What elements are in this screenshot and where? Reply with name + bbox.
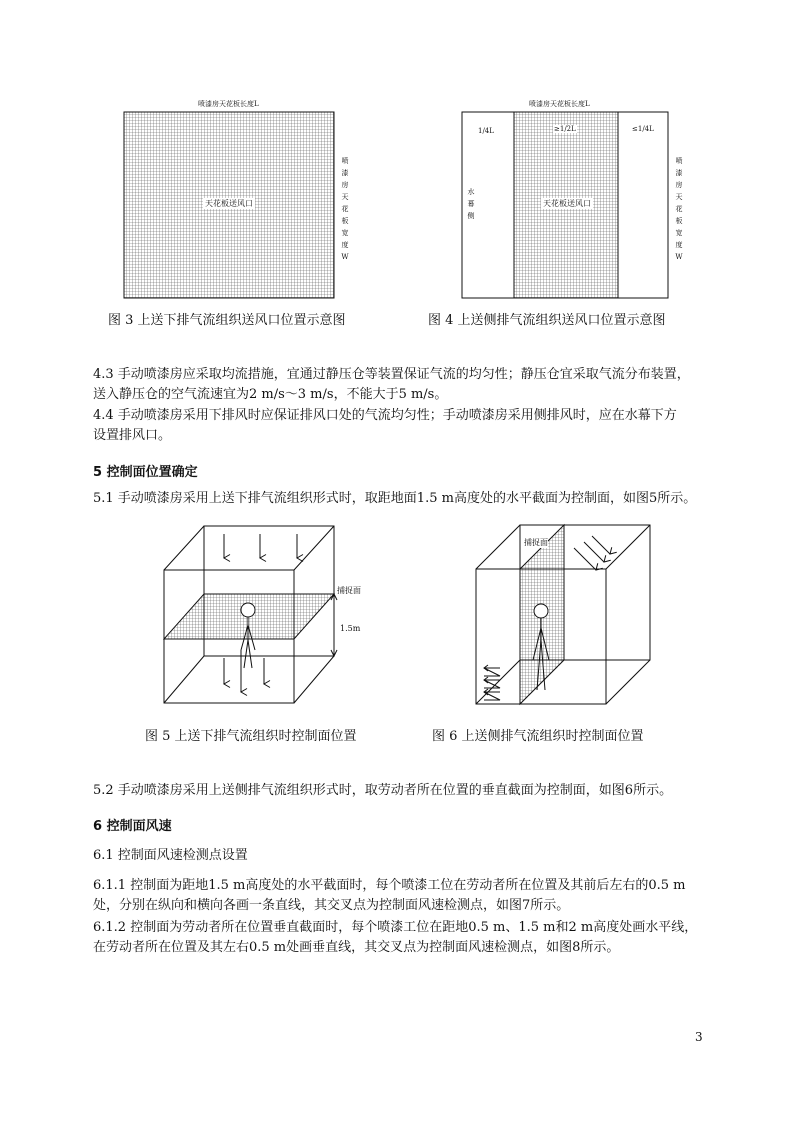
para-4-3-line1: 4.3 手动喷漆房应采取均流措施，宜通过静压仓等装置保证气流的均匀性；静压仓宜采取气流分布装置， xyxy=(93,367,690,382)
para-6-1-1-line1: 6.1.1 控制面为距地1.5 m高度处的水平截面时，每个喷漆工位在劳动者所在位置及其前后左右的0.5 m xyxy=(93,878,686,893)
fig3-supply-label: 天花板送风口 xyxy=(205,199,253,208)
para-4-4-line2: 设置排风口。 xyxy=(93,428,172,443)
para-4-3-line2: 送入静压仓的空气流速宜为2 m/s～3 m/s，不能大于5 m/s。 xyxy=(93,387,448,402)
section-heading-5: 5 控制面位置确定 xyxy=(93,465,198,480)
fig3-width-label: 喷漆房天花板宽度W xyxy=(341,157,349,261)
airflow-arrow xyxy=(592,536,610,554)
section-heading-6: 6 控制面风速 xyxy=(93,819,172,834)
para-6-1-2-line1: 6.1.2 控制面为劳动者所在位置垂直截面时，每个喷漆工位在距地0.5 m、1.5 m和2 m高度处画水平线， xyxy=(93,920,698,935)
para-4-4-line1: 4.4 手动喷漆房采用下排风时应保证排风口处的气流均匀性；手动喷漆房采用侧排风时，应在水幕下方 xyxy=(93,408,677,423)
para-6-1-1-line2: 处，分别在纵向和横向各画一条直线，其交叉点为控制面风速检测点，如图7所示。 xyxy=(93,898,570,913)
fig4-width-label: 喷漆房天花板宽度W xyxy=(675,157,683,261)
fig5-caption: 图 5 上送下排气流组织时控制面位置 xyxy=(145,729,357,744)
fig5-height-label: 1.5m xyxy=(340,624,361,633)
fig4-water-curtain-label: 水幕侧 xyxy=(467,188,475,220)
fig3-caption: 图 3 上送下排气流组织送风口位置示意图 xyxy=(108,313,346,328)
para-5-1: 5.1 手动喷漆房采用上送下排气流组织形式时，取距地面1.5 m高度处的水平截面为控制面，如图5所示。 xyxy=(93,491,697,506)
fig6-plane-label: 捕捉面 xyxy=(524,538,548,547)
para-6-1-2-line2: 在劳动者所在位置及其左右0.5 m处画垂直线，其交叉点为控制面风速检测点，如图8所示。 xyxy=(93,940,620,955)
fig4-left-width: 1/4L xyxy=(478,127,494,135)
fig4-length-label: 喷漆房天花板长度L xyxy=(529,100,590,108)
para-6-1: 6.1 控制面风速检测点设置 xyxy=(93,848,248,863)
fig5-plane-label: 捕捉面 xyxy=(337,586,361,595)
fig4-caption: 图 4 上送侧排气流组织送风口位置示意图 xyxy=(428,313,666,328)
para-5-2: 5.2 手动喷漆房采用上送侧排气流组织形式时，取劳动者所在位置的垂直截面为控制面，如图6所示。 xyxy=(93,783,673,798)
fig4-supply-label: 天花板送风口 xyxy=(543,199,591,208)
figure-6-vertical-plane xyxy=(476,525,650,704)
figure-5-horizontal-plane xyxy=(164,526,337,703)
page-number: 3 xyxy=(695,1030,703,1044)
fig4-mid-width: ≥1/2L xyxy=(554,125,576,133)
fig4-right-width: ≤1/4L xyxy=(632,125,654,133)
fig6-caption: 图 6 上送侧排气流组织时控制面位置 xyxy=(432,729,644,744)
fig3-length-label: 喷漆房天花板长度L xyxy=(198,100,259,108)
